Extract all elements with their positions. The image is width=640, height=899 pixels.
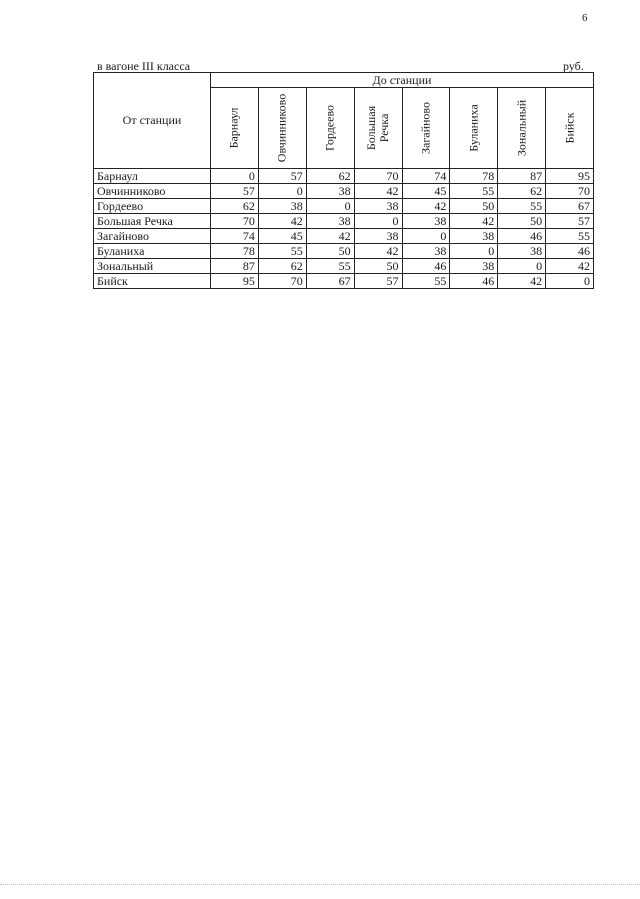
column-header-label: Гордеево <box>322 104 337 152</box>
table-row <box>94 244 594 259</box>
fare-cell: 62 <box>306 169 354 184</box>
fare-cell: 0 <box>402 229 450 244</box>
fare-cell: 55 <box>498 199 546 214</box>
column-header-label: Овчинниково <box>274 93 289 163</box>
fare-cell: 38 <box>306 214 354 229</box>
fare-cell: 46 <box>498 229 546 244</box>
fare-cell: 70 <box>211 214 259 229</box>
row-station-label: Зональный <box>94 259 211 274</box>
column-header-label: Буланиха <box>466 104 481 152</box>
page-number: 6 <box>582 12 588 24</box>
table-row <box>94 259 594 274</box>
column-header <box>258 88 306 169</box>
column-header <box>306 88 354 169</box>
row-station-label: Буланиха <box>94 244 211 259</box>
fare-cell: 38 <box>498 244 546 259</box>
row-station-label: Большая Речка <box>94 214 211 229</box>
fare-cell: 0 <box>546 274 594 289</box>
row-station-label: Бийск <box>94 274 211 289</box>
fare-cell: 70 <box>258 274 306 289</box>
fare-cell: 78 <box>211 244 259 259</box>
table-row <box>94 184 594 199</box>
table-row <box>94 199 594 214</box>
fare-cell: 42 <box>354 244 402 259</box>
fare-cell: 38 <box>354 199 402 214</box>
fare-cell: 57 <box>546 214 594 229</box>
fare-cell: 87 <box>498 169 546 184</box>
fare-cell: 38 <box>402 214 450 229</box>
fare-cell: 57 <box>258 169 306 184</box>
fare-cell: 45 <box>402 184 450 199</box>
fare-cell: 70 <box>546 184 594 199</box>
fare-cell: 42 <box>306 229 354 244</box>
fare-cell: 38 <box>450 229 498 244</box>
column-header <box>211 88 259 169</box>
fare-cell: 42 <box>450 214 498 229</box>
table-row <box>94 214 594 229</box>
fare-cell: 50 <box>450 199 498 214</box>
fare-cell: 95 <box>211 274 259 289</box>
table-row <box>94 229 594 244</box>
fare-cell: 42 <box>498 274 546 289</box>
column-header-label: Зональный <box>514 99 529 157</box>
table-row <box>94 169 594 184</box>
fare-cell: 0 <box>211 169 259 184</box>
row-station-label: Загайново <box>94 229 211 244</box>
fare-cell: 42 <box>546 259 594 274</box>
fare-cell: 55 <box>402 274 450 289</box>
fare-cell: 57 <box>211 184 259 199</box>
column-header <box>546 88 594 169</box>
fare-cell: 50 <box>354 259 402 274</box>
fare-cell: 0 <box>258 184 306 199</box>
fare-cell: 62 <box>211 199 259 214</box>
fare-cell: 0 <box>498 259 546 274</box>
fare-cell: 55 <box>258 244 306 259</box>
fare-cell: 46 <box>402 259 450 274</box>
row-station-label: Барнаул <box>94 169 211 184</box>
fare-cell: 0 <box>306 199 354 214</box>
from-station-header: От станции <box>94 73 211 169</box>
table-row <box>94 274 594 289</box>
fare-cell: 38 <box>450 259 498 274</box>
page-bottom-rule <box>0 884 640 885</box>
table-caption: в вагоне III класса <box>97 59 191 73</box>
column-header-label: Загайново <box>418 101 433 155</box>
fare-cell: 46 <box>546 244 594 259</box>
column-header <box>498 88 546 169</box>
column-header <box>450 88 498 169</box>
fare-cell: 42 <box>402 199 450 214</box>
fare-cell: 0 <box>354 214 402 229</box>
fare-cell: 50 <box>306 244 354 259</box>
fare-cell: 62 <box>498 184 546 199</box>
fare-cell: 55 <box>450 184 498 199</box>
column-header-label: Бийск <box>562 112 577 144</box>
row-station-label: Гордеево <box>94 199 211 214</box>
fare-cell: 55 <box>306 259 354 274</box>
fare-cell: 78 <box>450 169 498 184</box>
fare-cell: 67 <box>306 274 354 289</box>
fare-table <box>93 72 594 289</box>
fare-cell: 95 <box>546 169 594 184</box>
fare-cell: 45 <box>258 229 306 244</box>
column-header-label: Барнаул <box>226 107 241 149</box>
fare-cell: 42 <box>354 184 402 199</box>
fare-cell: 38 <box>354 229 402 244</box>
fare-cell: 67 <box>546 199 594 214</box>
fare-cell: 74 <box>211 229 259 244</box>
fare-cell: 38 <box>306 184 354 199</box>
fare-cell: 87 <box>211 259 259 274</box>
fare-cell: 55 <box>546 229 594 244</box>
to-station-header: До станции <box>211 73 594 88</box>
row-station-label: Овчинниково <box>94 184 211 199</box>
fare-cell: 46 <box>450 274 498 289</box>
fare-cell: 42 <box>258 214 306 229</box>
currency-unit: руб. <box>563 59 584 73</box>
column-header <box>354 88 402 169</box>
column-header-label: Большая Речка <box>364 105 392 151</box>
fare-cell: 38 <box>258 199 306 214</box>
fare-cell: 70 <box>354 169 402 184</box>
fare-cell: 38 <box>402 244 450 259</box>
fare-cell: 57 <box>354 274 402 289</box>
fare-cell: 62 <box>258 259 306 274</box>
fare-cell: 50 <box>498 214 546 229</box>
fare-cell: 74 <box>402 169 450 184</box>
column-header <box>402 88 450 169</box>
fare-cell: 0 <box>450 244 498 259</box>
